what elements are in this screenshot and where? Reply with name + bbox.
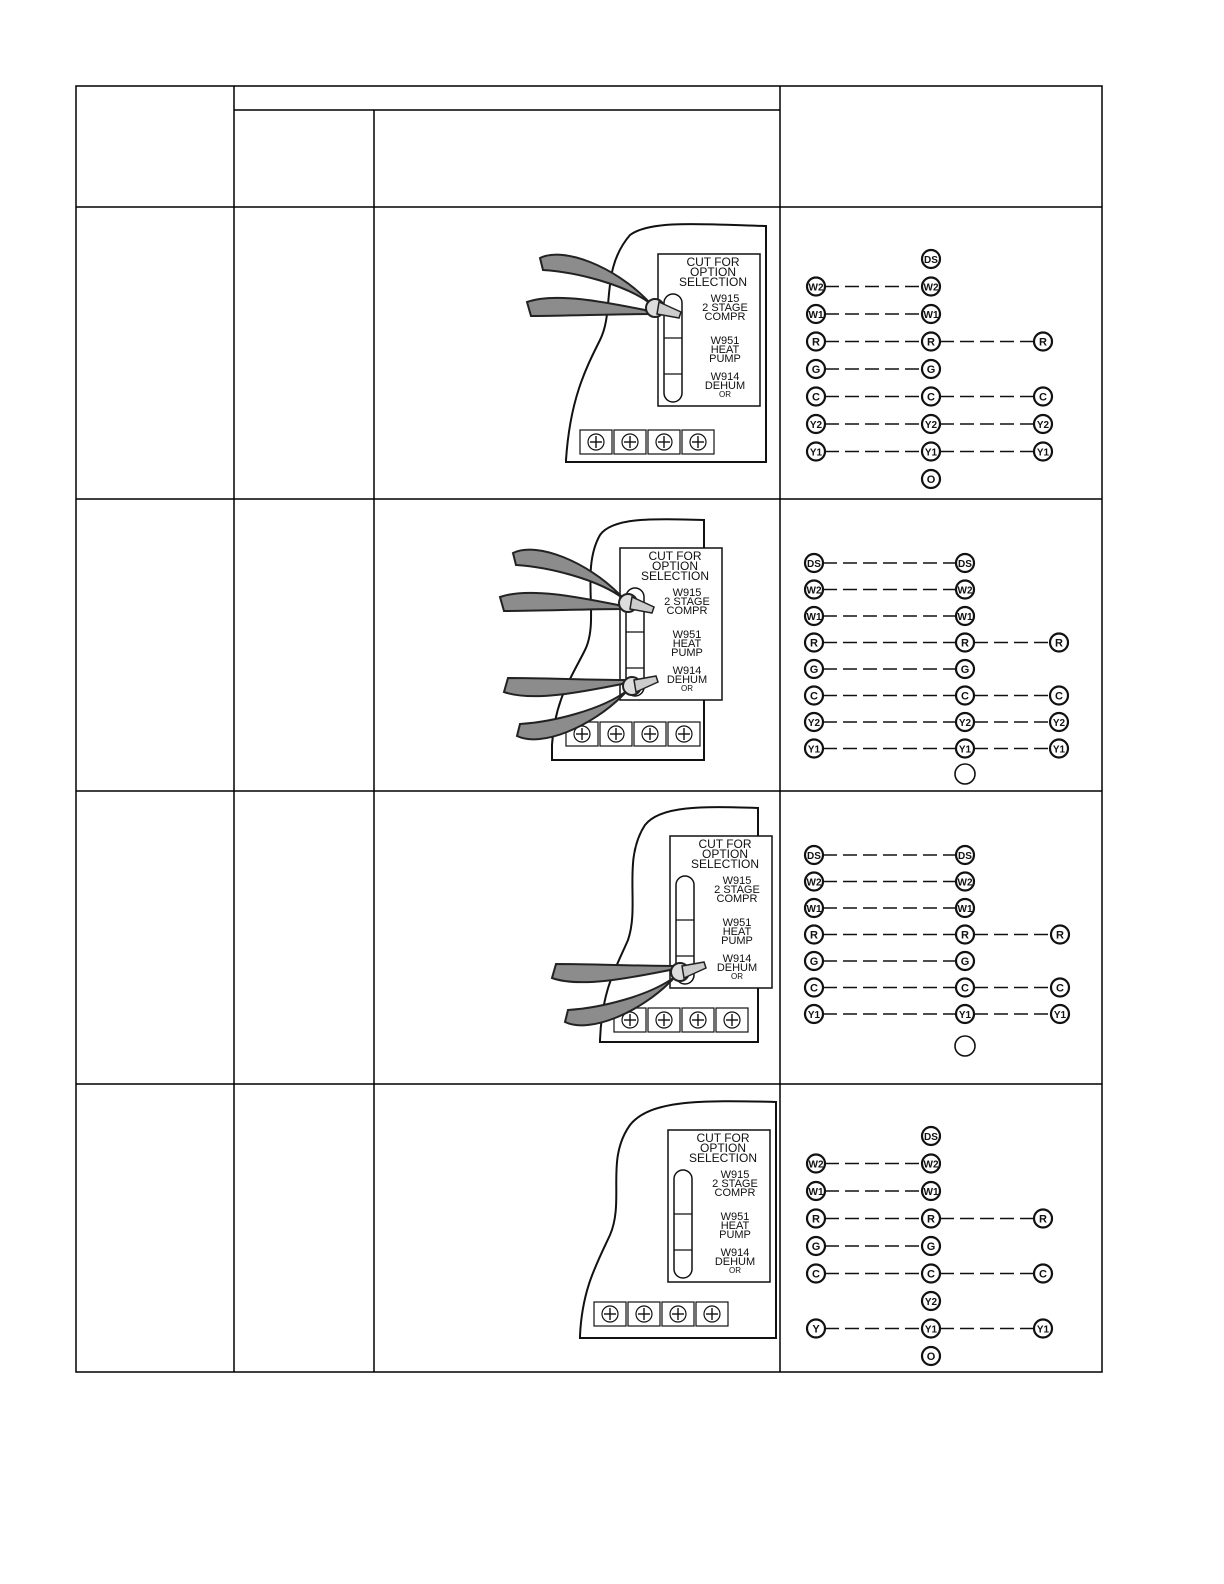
terminal-y1 [805, 740, 823, 758]
terminal-y1 [1034, 443, 1052, 461]
terminal-label: DS [924, 1131, 938, 1143]
board-label-text: 2 STAGE [664, 596, 710, 608]
board-label-text: W914 [720, 1247, 750, 1259]
terminal-label: DS [807, 558, 821, 570]
terminal-label: Y1 [924, 1324, 938, 1336]
board-label-text: W914 [710, 371, 740, 383]
terminal-y1 [956, 740, 974, 758]
terminal-y1 [956, 1005, 974, 1023]
board-label-text: HEAT [710, 344, 740, 356]
board-label-text: W914 [672, 665, 702, 677]
terminal-label: R [812, 336, 820, 349]
terminal-y2 [805, 713, 823, 731]
board-label-text: OR [731, 972, 743, 981]
terminal-label: C [810, 982, 818, 995]
terminal-label: O [926, 1350, 936, 1363]
terminal-w2 [805, 873, 823, 891]
board-label-text: W915 [720, 1169, 750, 1181]
terminal-w1 [956, 899, 974, 917]
terminal-r [922, 1210, 940, 1228]
terminal-o [922, 1347, 940, 1365]
terminal-w2 [807, 278, 825, 296]
board-label-text: OPTION [689, 265, 737, 279]
terminal-r [807, 333, 825, 351]
terminal-label: C [961, 982, 969, 995]
control-board-illustrations [500, 224, 776, 1338]
unlabeled-terminal [955, 1036, 975, 1056]
terminal-label: W1 [806, 903, 822, 915]
board-label-text: DEHUM [714, 1256, 756, 1268]
board-label-text: W951 [672, 629, 702, 641]
terminal-y2 [807, 415, 825, 433]
terminal-w2 [805, 581, 823, 599]
terminal-label: R [1055, 637, 1063, 650]
terminal-r [1034, 1210, 1052, 1228]
terminal-label: G [811, 363, 821, 376]
terminal-label: Y2 [809, 419, 823, 431]
terminal-r [956, 926, 974, 944]
board-label-text: CUT FOR [696, 1131, 750, 1145]
terminal-label: Y2 [1036, 419, 1050, 431]
terminal-label: G [960, 663, 970, 676]
terminal-ds [956, 846, 974, 864]
terminal-w1 [956, 607, 974, 625]
terminal-w2 [807, 1155, 825, 1173]
terminal-c [922, 388, 940, 406]
terminal-ds [922, 1127, 940, 1145]
terminal-w1 [807, 1182, 825, 1200]
terminal-label: R [961, 929, 969, 942]
terminal-r [805, 926, 823, 944]
board-label-text: PUMP [671, 647, 703, 659]
terminal-label: Y1 [807, 744, 821, 756]
terminal-label: Y1 [958, 744, 972, 756]
terminal-label: R [1039, 1213, 1047, 1226]
terminal-w1 [805, 899, 823, 917]
terminal-c [922, 1265, 940, 1283]
terminal-label: W1 [808, 309, 824, 321]
terminal-label: DS [924, 254, 938, 266]
terminal-label: O [926, 473, 936, 486]
board-label-text: SELECTION [678, 275, 748, 289]
terminal-label: W1 [808, 1186, 824, 1198]
terminal-label: R [961, 637, 969, 650]
terminal-label: DS [958, 850, 972, 862]
terminal-label: R [927, 336, 935, 349]
terminal-r [807, 1210, 825, 1228]
board-label-text: OR [681, 684, 693, 693]
terminal-ds [805, 846, 823, 864]
terminal-label: G [926, 363, 936, 376]
terminal-r [1034, 333, 1052, 351]
board-label-text: OPTION [701, 847, 749, 861]
terminal-w2 [956, 873, 974, 891]
board-label-text: OR [729, 1266, 741, 1275]
board-label-text: W951 [710, 335, 740, 347]
terminal-w1 [807, 305, 825, 323]
terminal-label: W2 [806, 585, 822, 597]
board-label-text: OR [719, 390, 731, 399]
control-board-1 [527, 224, 766, 462]
terminal-c [1050, 687, 1068, 705]
board-label-text: OPTION [699, 1141, 747, 1155]
terminal-ds [956, 554, 974, 572]
terminal-label: G [926, 1240, 936, 1253]
terminal-y1 [1034, 1320, 1052, 1338]
terminal-y1 [805, 1005, 823, 1023]
terminal-c [1051, 979, 1069, 997]
terminal-label: C [927, 1268, 935, 1281]
board-label-text: HEAT [720, 1220, 750, 1232]
terminal-y1 [922, 443, 940, 461]
board-label-text: SELECTION [690, 857, 760, 871]
terminal-g [807, 360, 825, 378]
terminal-label: R [810, 637, 818, 650]
terminal-y1 [1051, 1005, 1069, 1023]
terminal-label: Y1 [1053, 1009, 1067, 1021]
terminal-label: C [1055, 690, 1063, 703]
board-label-text: PUMP [721, 935, 753, 947]
terminal-g [922, 1237, 940, 1255]
terminal-label: C [812, 391, 820, 404]
terminal-y [807, 1320, 825, 1338]
terminal-c [956, 687, 974, 705]
terminal-y2 [922, 1292, 940, 1310]
board-label-text: W951 [720, 1211, 750, 1223]
board-label-text: DEHUM [666, 674, 708, 686]
terminal-w2 [922, 278, 940, 296]
terminal-label: Y1 [807, 1009, 821, 1021]
terminal-label: W2 [923, 282, 939, 294]
control-board-4 [580, 1101, 776, 1338]
terminal-label: R [1039, 336, 1047, 349]
wiring-diagram-row-2 [805, 554, 1068, 784]
terminal-r [805, 634, 823, 652]
terminal-label: W1 [957, 903, 973, 915]
terminal-r [922, 333, 940, 351]
terminal-label: W1 [806, 611, 822, 623]
board-label-text: DEHUM [716, 962, 758, 974]
board-label-text: PUMP [709, 353, 741, 365]
control-board-2 [500, 519, 722, 760]
terminal-y2 [1050, 713, 1068, 731]
terminal-label: C [961, 690, 969, 703]
terminal-g [956, 952, 974, 970]
terminal-y1 [922, 1320, 940, 1338]
terminal-label: C [927, 391, 935, 404]
terminal-g [805, 660, 823, 678]
board-label-text: W915 [672, 587, 702, 599]
terminal-g [956, 660, 974, 678]
terminal-label: W1 [923, 309, 939, 321]
terminal-w1 [922, 1182, 940, 1200]
board-label-text: W914 [722, 953, 752, 965]
board-label-text: CUT FOR [648, 549, 702, 563]
board-label-text: CUT FOR [686, 255, 740, 269]
board-label-text: PUMP [719, 1229, 751, 1241]
board-label-text: 2 STAGE [712, 1178, 758, 1190]
terminal-label: G [809, 955, 819, 968]
terminal-c [805, 687, 823, 705]
terminal-label: W2 [957, 877, 973, 889]
terminal-label: Y1 [1036, 1324, 1050, 1336]
unlabeled-terminal [955, 764, 975, 784]
terminal-label: Y2 [1052, 717, 1066, 729]
terminal-y2 [922, 415, 940, 433]
terminal-r [1051, 926, 1069, 944]
board-label-text: COMPR [716, 893, 758, 905]
terminal-label: Y1 [1036, 447, 1050, 459]
terminal-label: DS [807, 850, 821, 862]
terminal-w2 [922, 1155, 940, 1173]
terminal-ds [805, 554, 823, 572]
terminal-w2 [956, 581, 974, 599]
terminal-label: R [812, 1213, 820, 1226]
board-label-text: HEAT [722, 926, 752, 938]
terminal-o [922, 470, 940, 488]
wiring-diagram-row-1 [807, 250, 1052, 488]
terminal-r [956, 634, 974, 652]
board-label-text: 2 STAGE [714, 884, 760, 896]
wiring-diagram-row-3 [805, 846, 1069, 1056]
terminal-label: C [1056, 982, 1064, 995]
terminal-c [1034, 388, 1052, 406]
terminal-label: Y2 [958, 717, 972, 729]
terminal-r [1050, 634, 1068, 652]
terminal-label: Y2 [924, 1296, 938, 1308]
board-label-text: HEAT [672, 638, 702, 650]
terminal-label: W2 [808, 1159, 824, 1171]
terminal-ds [922, 250, 940, 268]
board-label-text: DEHUM [704, 380, 746, 392]
control-board-3 [552, 807, 772, 1042]
board-label-text: SELECTION [688, 1151, 758, 1165]
board-label-text: COMPR [666, 605, 708, 617]
terminal-c [807, 388, 825, 406]
terminal-label: Y1 [809, 447, 823, 459]
terminal-label: C [812, 1268, 820, 1281]
terminal-g [807, 1237, 825, 1255]
terminal-label: R [927, 1213, 935, 1226]
terminal-label: W1 [923, 1186, 939, 1198]
board-label-text: OPTION [651, 559, 699, 573]
terminal-label: W2 [923, 1159, 939, 1171]
terminal-label: Y1 [958, 1009, 972, 1021]
board-label-text: COMPR [704, 311, 746, 323]
thermostat-wiring-diagrams [805, 250, 1069, 1365]
board-label-text: COMPR [714, 1187, 756, 1199]
board-label-text: W915 [710, 293, 740, 305]
terminal-w1 [922, 305, 940, 323]
terminal-c [1034, 1265, 1052, 1283]
terminal-label: Y2 [807, 717, 821, 729]
terminal-y2 [956, 713, 974, 731]
terminal-label: R [1056, 929, 1064, 942]
terminal-label: W2 [808, 282, 824, 294]
board-label-text: 2 STAGE [702, 302, 748, 314]
board-label-text: CUT FOR [698, 837, 752, 851]
terminal-y2 [1034, 415, 1052, 433]
terminal-label: W1 [957, 611, 973, 623]
terminal-y1 [807, 443, 825, 461]
board-label-text: SELECTION [640, 569, 710, 583]
terminal-label: Y [812, 1323, 820, 1336]
terminal-w1 [805, 607, 823, 625]
terminal-label: C [1039, 391, 1047, 404]
terminal-label: R [810, 929, 818, 942]
terminal-label: DS [958, 558, 972, 570]
terminal-label: C [1039, 1268, 1047, 1281]
wiring-diagram-row-4 [807, 1127, 1052, 1365]
board-label-text: W915 [722, 875, 752, 887]
terminal-c [807, 1265, 825, 1283]
board-label-text: W951 [722, 917, 752, 929]
terminal-g [922, 360, 940, 378]
terminal-g [805, 952, 823, 970]
terminal-label: Y1 [1052, 744, 1066, 756]
terminal-label: Y2 [924, 419, 938, 431]
terminal-label: G [809, 663, 819, 676]
terminal-label: G [811, 1240, 821, 1253]
terminal-label: Y1 [924, 447, 938, 459]
terminal-y1 [1050, 740, 1068, 758]
terminal-label: W2 [806, 877, 822, 889]
terminal-label: C [810, 690, 818, 703]
terminal-c [956, 979, 974, 997]
terminal-c [805, 979, 823, 997]
terminal-label: W2 [957, 585, 973, 597]
terminal-label: G [960, 955, 970, 968]
